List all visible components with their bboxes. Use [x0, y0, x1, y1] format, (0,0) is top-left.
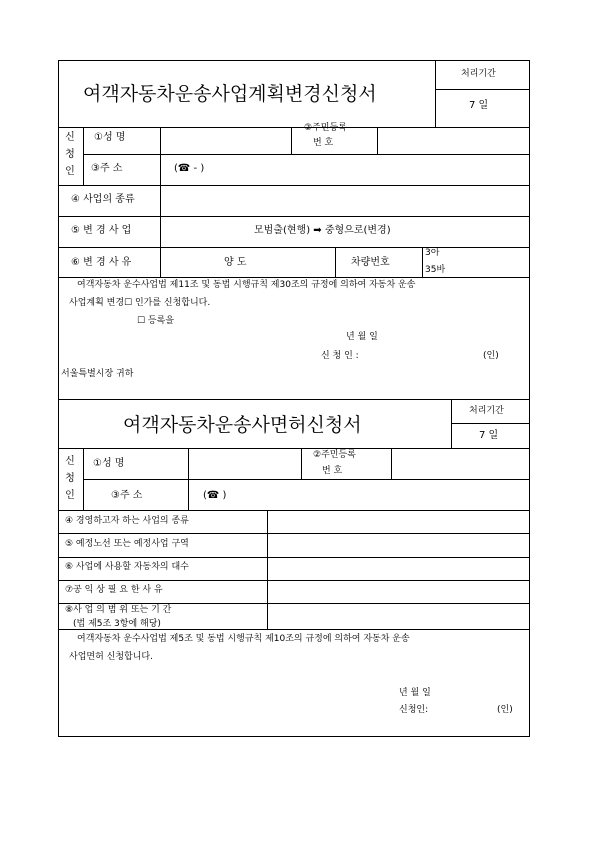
form1-statement-line1: 여객자동차 운수사업법 제11조 및 동법 시행규칙 제30조의 규정에 의하여 자동차 운송: [77, 280, 416, 290]
form2-address-label: ③주 소: [111, 490, 143, 501]
form2-date-line: 년 월 일: [399, 688, 431, 698]
divider: [59, 629, 530, 630]
divider: [435, 61, 436, 127]
divider: [335, 247, 336, 277]
form1-resident-no-label-2: 번 호: [313, 138, 334, 148]
form2-resident-no-label: ②주민등록: [313, 450, 356, 460]
form2-route-area-label: ⑤ 예정노선 또는 예정사업 구역: [65, 539, 189, 549]
form1-name-label: ①성 명: [94, 132, 126, 143]
form2-seal-mark: (인): [497, 705, 513, 715]
divider: [59, 277, 530, 278]
divider: [301, 448, 302, 479]
form1-address-label: ③주 소: [91, 163, 123, 174]
divider: [83, 154, 530, 155]
divider: [451, 423, 530, 424]
form1-signature-line: 신 청 인 :: [321, 351, 359, 361]
form2-signature-line: 신청인:: [399, 705, 429, 715]
divider: [83, 127, 84, 185]
divider: [59, 247, 530, 248]
form2-processing-value: 7 일: [479, 430, 499, 441]
form1-vehicle-no-label: 차량번호: [351, 257, 390, 268]
form1-change-reason-value[interactable]: 양 도: [224, 257, 247, 268]
divider: [422, 247, 423, 277]
form2-public-reason-label: ⑦공 익 상 필 요 한 사 유: [65, 585, 163, 595]
form2-statement-line1: 여객자동차 운수사업법 제5조 및 동법 시행규칙 제10조의 규정에 의하여 자동차 운송: [77, 634, 410, 644]
form1-vehicle-no-value[interactable]: 3아: [425, 248, 440, 258]
form1-vehicle-no-value-2[interactable]: 35바: [425, 265, 446, 275]
form2-business-type-label: ④ 경영하고자 하는 사업의 종류: [65, 516, 189, 526]
form2-title: 여객자동차운송사면허신청서: [123, 414, 362, 436]
divider: [435, 89, 530, 90]
form2-public-reason-field[interactable]: [268, 581, 529, 602]
form1-seal-mark: (인): [483, 351, 499, 361]
form2-resident-no-field[interactable]: [392, 449, 529, 478]
form2-applicant-side-label: 신 청 인: [65, 456, 75, 501]
form2-route-area-field[interactable]: [268, 534, 529, 556]
divider: [59, 216, 530, 217]
form1-title: 여객자동차운송사업계획변경신청서: [83, 83, 377, 105]
form1-applicant-side-label: 신 청 인: [65, 132, 75, 177]
form2-business-type-field[interactable]: [268, 511, 529, 532]
divider: [59, 399, 530, 400]
form2-name-label: ①성 명: [93, 458, 125, 469]
form2-resident-no-label-2: 번 호: [322, 466, 343, 476]
form2-vehicle-count-label: ⑥ 사업에 사용할 자동차의 대수: [65, 562, 189, 572]
form1-processing-label: 처리기간: [461, 69, 496, 79]
form2-vehicle-count-field[interactable]: [268, 558, 529, 579]
form2-scope-period-note: (법 제5조 3항에 해당): [73, 619, 161, 629]
form1-change-business-value[interactable]: 모범출(현행) ➡ 중형으로(변경): [254, 225, 391, 236]
form2-scope-period-field[interactable]: [268, 604, 529, 628]
form1-address-field[interactable]: (☎ - ): [174, 163, 205, 174]
form1-change-reason-label: ⑥ 변 경 사 유: [71, 257, 132, 268]
form1-addressee: 서울특별시장 귀하: [61, 369, 134, 379]
form2-address-field[interactable]: (☎ ): [203, 490, 227, 501]
form1-checkbox-registration[interactable]: ☐ 등록을: [137, 316, 175, 326]
form1-resident-no-field[interactable]: [378, 128, 528, 153]
application-form-sheet: [58, 60, 530, 737]
form2-scope-period-label: ⑧사 업 의 범 위 또는 기 간: [65, 605, 172, 615]
form2-statement-line2: 사업면허 신청합니다.: [69, 652, 153, 662]
form1-name-field[interactable]: [161, 128, 291, 153]
form2-name-field[interactable]: [189, 449, 301, 478]
form1-date-line: 년 월 일: [346, 332, 378, 342]
form1-resident-no-label: ②주민등록: [304, 123, 347, 133]
form1-processing-value: 7 일: [469, 100, 489, 111]
form1-business-type-label: ④ 사업의 종류: [71, 194, 135, 205]
form1-business-type-field[interactable]: [161, 186, 529, 215]
divider: [291, 127, 292, 154]
form1-change-business-label: ⑤ 변 경 사 업: [71, 225, 132, 236]
form2-processing-label: 처리기간: [469, 406, 504, 416]
divider: [83, 479, 530, 480]
form1-statement-line2: 사업계획 변경☐ 인가를 신청합니다.: [69, 298, 211, 308]
